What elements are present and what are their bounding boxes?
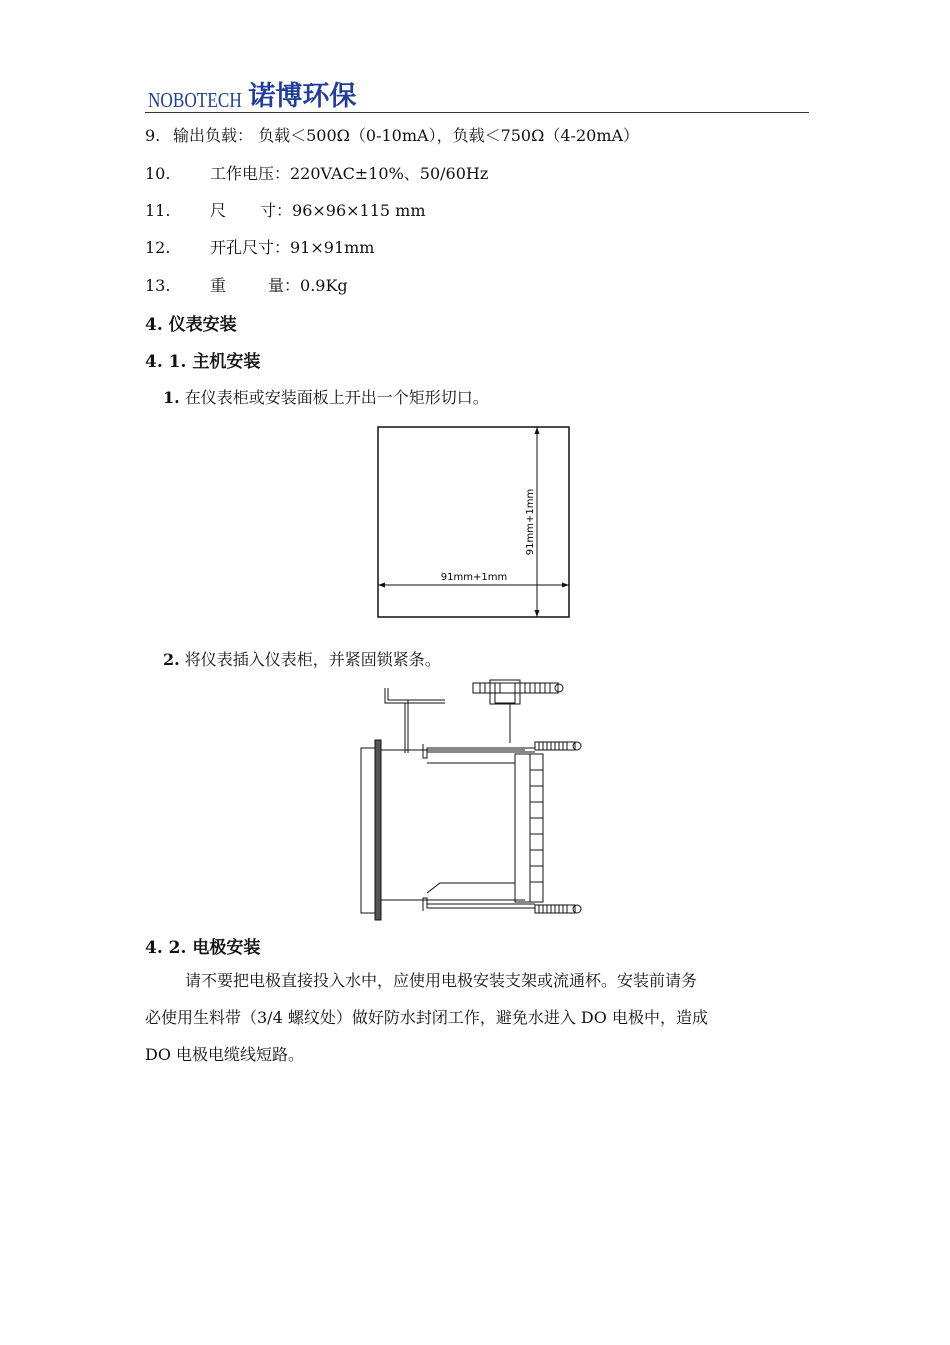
spec-item-12 [145, 235, 374, 258]
step-1 [163, 385, 489, 408]
paragraph-line-1: 请不要把电极直接投入水中，应使用电极安装支架或流通杯。安装前请务 [185, 971, 698, 990]
spec-text: 工作电压：220VAC±10%、50/60Hz [210, 164, 489, 183]
terminal-block [515, 754, 543, 902]
cutout-diagram [370, 420, 582, 625]
height-label: 91mm+1mm [525, 488, 536, 556]
header-rule [145, 112, 809, 113]
spec-item-13 [145, 273, 348, 296]
bracket-piece [385, 688, 445, 703]
section-heading-4-1: 4. 1. 主机安装 [145, 352, 261, 372]
brand-english: NOBOTECH [148, 88, 242, 112]
electrode-paragraph [145, 962, 809, 1073]
arrow-up-icon [535, 427, 540, 434]
spec-label-b: 量： [268, 276, 301, 295]
step-text: 在仪表柜或安装面板上开出一个矩形切口。 [184, 388, 489, 407]
spec-item-11 [145, 198, 426, 221]
arrow-down-icon [535, 610, 540, 617]
header-logo [148, 74, 356, 113]
spec-label-a: 重 [210, 276, 227, 295]
cutout-outline [378, 427, 569, 617]
spec-text: 开孔尺寸：91×91mm [210, 238, 375, 257]
spec-item-9 [145, 123, 639, 146]
width-label: 91mm+1mm [440, 572, 508, 583]
step-2 [163, 647, 441, 670]
spec-number: 11. [145, 201, 171, 220]
section-heading-4-2: 4. 2. 电极安装 [145, 938, 261, 958]
spec-value: 96×96×115 mm [292, 201, 426, 220]
step-number: 2. [163, 650, 180, 669]
section-heading-4: 4. 仪表安装 [145, 315, 237, 335]
mounting-diagram [355, 678, 590, 923]
spec-item-10 [145, 161, 488, 184]
spec-number: 12. [145, 238, 171, 257]
spec-value: 0.9Kg [300, 276, 348, 295]
spec-label-a: 尺 [210, 201, 227, 220]
spec-number: 10. [145, 164, 171, 183]
step-text: 将仪表插入仪表柜，并紧固锁紧条。 [184, 650, 441, 669]
paragraph-line-2: 必使用生料带（3/4 螺纹处）做好防水封闭工作，避免水进入 DO 电极中，造成 [145, 1008, 708, 1027]
spec-label-b: 寸： [260, 201, 293, 220]
spec-number: 13. [145, 276, 171, 295]
brand-chinese: 诺博环保 [248, 81, 357, 112]
spec-text: 输出负载： 负载＜500Ω（0-10mA），负载＜750Ω（4-20mA） [173, 126, 640, 145]
arrow-left-icon [378, 583, 385, 588]
arrow-right-icon [562, 583, 569, 588]
step-number: 1. [163, 388, 180, 407]
paragraph-line-3: DO 电极电缆线短路。 [145, 1045, 305, 1064]
spec-number: 9. [145, 126, 161, 145]
